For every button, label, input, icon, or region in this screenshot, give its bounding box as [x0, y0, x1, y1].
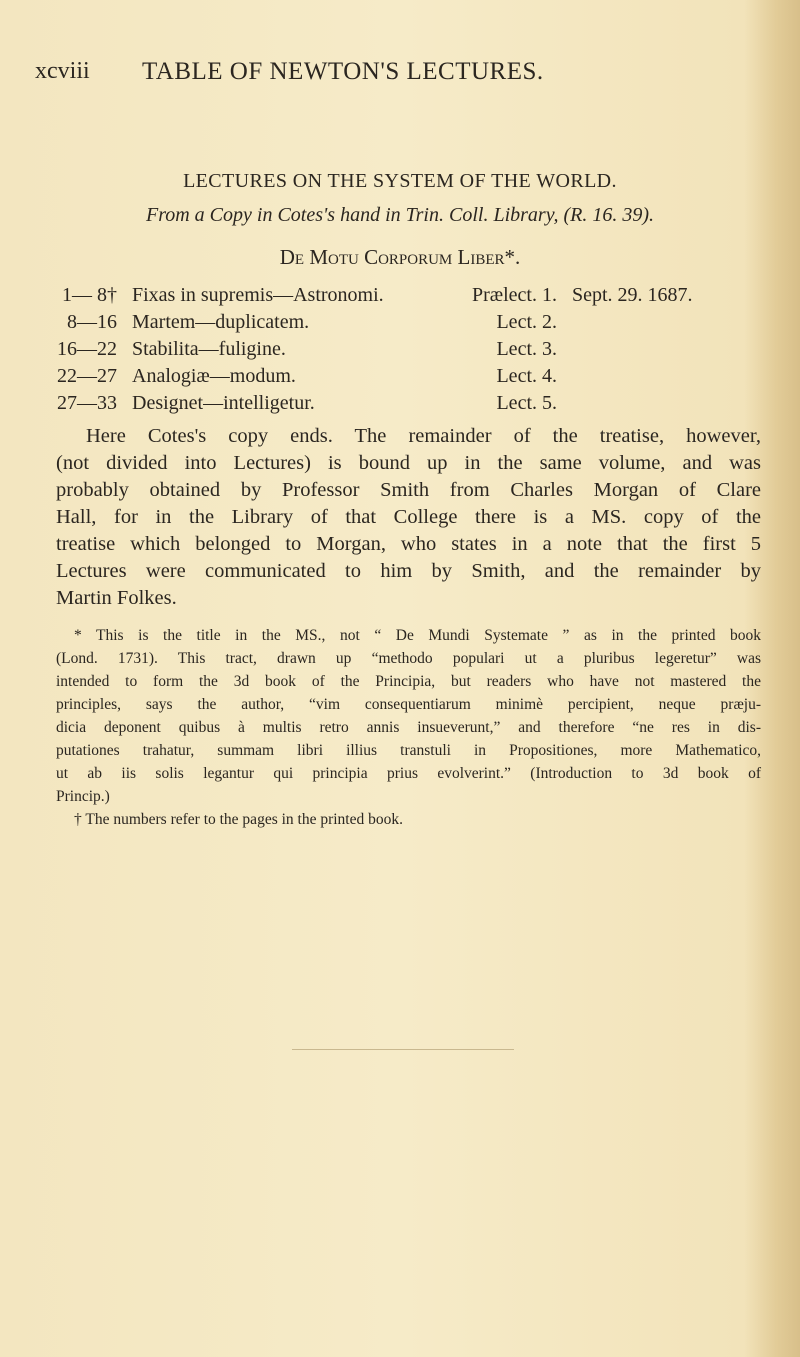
lecture-description: Analogiæ—modum. — [132, 365, 296, 387]
lecture-date: Sept. 29. 1687. — [572, 284, 693, 306]
lecture-description: Designet—intelligetur. — [132, 392, 315, 414]
page-number: xcviii — [35, 58, 90, 84]
lecture-row — [0, 392, 800, 419]
footnotes — [56, 624, 761, 831]
lecture-row — [0, 311, 800, 338]
running-title: TABLE OF NEWTON'S LECTURES. — [142, 58, 544, 85]
lecture-number: Prælect. 1. — [472, 284, 557, 306]
footnote-line: (Lond. 1731). This tract, drawn up “methodo populari ut a pluribus legeretur” was — [56, 650, 761, 667]
dagger-footnote: † The numbers refer to the pages in the printed book. — [74, 811, 403, 828]
lecture-number: Lect. 5. — [496, 392, 557, 414]
section-heading: De Motu Corporum Liber*. — [279, 245, 521, 269]
footnote-line: putationes trahatur, summam libri illius transtuli in Propositiones, more Mathematico, — [56, 742, 761, 759]
source-ref: (R. 16. 39). — [563, 204, 655, 226]
footnote-line: Princip.) — [56, 788, 110, 805]
paragraph-line: probably obtained by Professor Smith from Charles Morgan of Clare — [56, 479, 761, 501]
chapter-title: LECTURES ON THE SYSTEM OF THE WORLD. — [183, 170, 617, 192]
body-paragraph — [56, 423, 761, 612]
page-range: 27—33 — [57, 392, 117, 414]
paragraph-line: Hall, for in the Library of that College there is a MS. copy of the — [56, 506, 761, 528]
page-range: 22—27 — [57, 365, 117, 387]
page-range: 8—16 — [67, 311, 117, 333]
footnote-line: * This is the title in the MS., not “ De Mundi Systemate ” as in the printed book — [74, 627, 761, 644]
footnote-line: ut ab iis solis legantur qui principia prius evolverint.” (Introduction to 3d book of — [56, 765, 761, 782]
lecture-row — [0, 338, 800, 365]
page-range: 16—22 — [57, 338, 117, 360]
footnote-line: intended to form the 3d book of the Principia, but readers who have not mastered the — [56, 673, 761, 690]
paragraph-line: treatise which belonged to Morgan, who states in a note that the first 5 — [56, 533, 761, 555]
paragraph-line: Lectures were communicated to him by Smith, and the remainder by — [56, 560, 761, 582]
lecture-row — [0, 284, 800, 311]
paragraph-line: Martin Folkes. — [56, 587, 177, 609]
lecture-number: Lect. 4. — [496, 365, 557, 387]
paragraph-line: Here Cotes's copy ends. The remainder of the treatise, however, — [86, 425, 761, 447]
footnote-line: principles, says the author, “vim consequentiarum minimè percipient, neque præju- — [56, 696, 761, 713]
divider-rule — [292, 1049, 514, 1050]
lecture-description: Martem—duplicatem. — [132, 311, 310, 333]
running-header — [0, 58, 800, 92]
lecture-number: Lect. 2. — [496, 311, 557, 333]
source-note — [0, 204, 800, 227]
lecture-number: Lect. 3. — [496, 338, 557, 360]
lecture-description: Fixas in supremis—Astronomi. — [132, 284, 384, 306]
page-range: 1— 8† — [62, 284, 117, 306]
lecture-description: Stabilita—fuligine. — [132, 338, 286, 360]
source-text: From a Copy in Cotes's hand in Trin. Coll. Library, — [145, 204, 559, 226]
footnote-line: dicia deponent quibus à multis retro annis insueverunt,” and therefore “ne res in dis- — [56, 719, 761, 736]
lecture-row — [0, 365, 800, 392]
paragraph-line: (not divided into Lectures) is bound up in the same volume, and was — [56, 452, 761, 474]
